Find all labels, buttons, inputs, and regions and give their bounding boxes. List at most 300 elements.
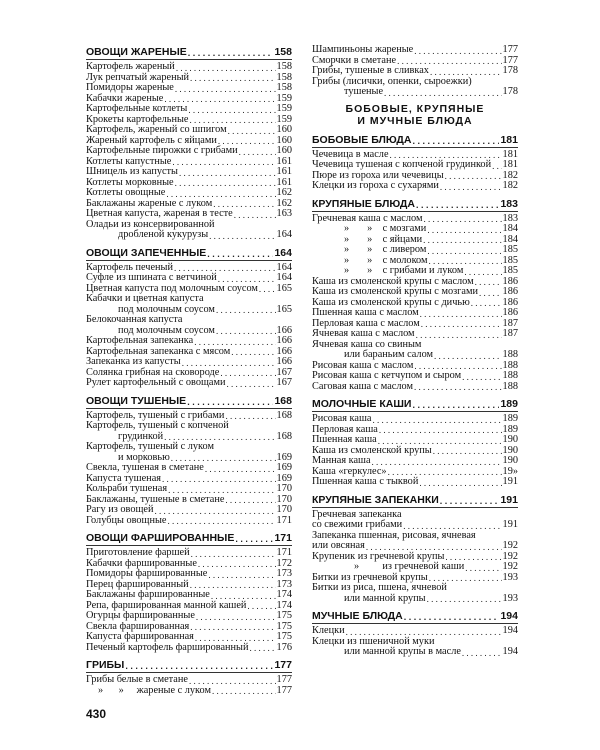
entry-page: 186 [502, 296, 518, 308]
entry-page: 173 [276, 578, 292, 590]
entry-title: Помидоры жареные [86, 82, 174, 93]
entry-title: и морковью [118, 451, 170, 463]
dot-leader [379, 425, 502, 435]
entry-page: 160 [276, 124, 292, 135]
entry-page: 193 [502, 592, 518, 604]
entry-title: Клецки из пшеничной муки [312, 635, 435, 647]
dot-leader [372, 415, 501, 425]
entry-page: 158 [274, 46, 292, 58]
entry-page: 186 [502, 286, 518, 297]
dot-leader [175, 84, 276, 94]
toc-entry-line1 [86, 315, 292, 326]
toc-entry[interactable] [86, 632, 292, 643]
dot-leader [167, 516, 275, 526]
entry-title: ОВОЩИ ФАРШИРОВАННЫЕ [86, 532, 235, 544]
dot-leader [194, 337, 275, 347]
entry-title: Перловая каша с маслом [312, 317, 420, 329]
entry-title: Лук репчатый жареный [86, 71, 190, 83]
entry-page: 158 [276, 82, 292, 93]
entry-title: грудинкой [118, 430, 164, 442]
toc-entry[interactable] [86, 167, 292, 178]
dot-leader [218, 274, 276, 284]
toc-entry[interactable] [86, 188, 292, 199]
entry-title: Пюре из гороха или чечевицы [312, 169, 444, 181]
entry-page: 160 [276, 145, 292, 156]
dot-leader [196, 612, 276, 622]
toc-entry[interactable] [312, 626, 518, 637]
dot-leader [162, 474, 276, 484]
dot-leader [187, 396, 273, 408]
dot-leader [191, 549, 276, 559]
dot-leader [247, 601, 275, 611]
entry-title: под молочным соусом [118, 303, 215, 315]
entry-page: 181 [500, 133, 518, 146]
entry-title: Шницель из капусты [86, 166, 178, 177]
dot-leader [228, 126, 276, 136]
entry-page: 175 [276, 610, 292, 621]
entry-title: Кольраби тушеная [86, 483, 168, 494]
entry-title: Манная каша [312, 455, 371, 466]
entry-title: Капуста фаршированная [86, 631, 194, 642]
entry-page: 173 [276, 568, 292, 579]
dot-leader [434, 351, 502, 361]
entry-title: Пшенная каша [312, 434, 377, 445]
entry-title: Клецки из гороха с сухарями [312, 180, 439, 191]
entry-title: МУЧНЫЕ БЛЮДА [312, 610, 403, 622]
entry-title: Саговая каша с маслом [312, 380, 413, 392]
entry-title: Битки из гречневой крупы [312, 571, 428, 583]
dot-leader [378, 436, 502, 446]
dot-leader [189, 676, 276, 686]
dot-leader [440, 182, 502, 192]
entry-title: дробленой кукурузы [118, 229, 209, 240]
dot-leader [413, 135, 500, 147]
toc-heading[interactable] [86, 658, 292, 673]
entry-page: 167 [276, 366, 292, 378]
entry-title: Сморчки в сметане [312, 54, 397, 66]
entry-title: Рисовая каша [312, 413, 372, 424]
entry-title: Цветная капуста, жареная в тесте [86, 208, 233, 219]
dot-leader [414, 46, 501, 56]
entry-page: 188 [502, 370, 518, 381]
dot-leader [179, 168, 276, 178]
toc-entry[interactable] [86, 104, 292, 115]
dot-leader [475, 277, 502, 287]
entry-page: 185 [502, 265, 518, 276]
toc-heading[interactable] [312, 397, 518, 412]
entry-page: 161 [276, 155, 292, 167]
entry-page: 169 [276, 451, 292, 463]
entry-title: Каша из смоленской крупы [312, 444, 432, 456]
entry-page: 168 [276, 430, 292, 442]
entry-title: под молочным соусом [118, 324, 215, 336]
entry-title: Приготовление фаршей [86, 547, 190, 558]
entry-title: Грибы, тушеные в сливках [312, 65, 429, 76]
entry-title: Капуста тушеная [86, 472, 161, 484]
entry-page: 170 [276, 493, 292, 505]
entry-title: Помидоры фаршированные [86, 568, 208, 579]
toc-heading[interactable] [312, 609, 518, 624]
entry-title: Картофель жареный [86, 61, 175, 72]
entry-page: 188 [502, 380, 518, 392]
entry-title: Котлеты овощные [86, 187, 166, 198]
entry-title: Перец фаршированный [86, 578, 189, 590]
entry-title: Цветная капуста под молочным соусом [86, 282, 258, 294]
toc-entry[interactable] [312, 647, 518, 658]
dot-leader [125, 660, 273, 672]
section-title [312, 103, 518, 127]
dot-leader [492, 161, 501, 171]
dot-leader [372, 457, 502, 467]
toc-entry[interactable] [86, 273, 292, 284]
entry-title: Картофель, тушеный с луком [86, 441, 214, 452]
entry-title: Кабачки и цветная капуста [86, 293, 204, 304]
entry-page: 159 [276, 103, 292, 114]
dot-leader [427, 225, 501, 235]
entry-page: 171 [276, 514, 292, 526]
entry-page: 191 [500, 493, 518, 506]
toc-heading[interactable] [86, 246, 292, 261]
entry-page: 177 [502, 44, 518, 55]
entry-title: БОБОВЫЕ БЛЮДА [312, 133, 412, 146]
toc-entry[interactable] [86, 516, 292, 527]
entry-title: или овсяная [312, 540, 365, 551]
dot-leader [412, 399, 499, 411]
entry-title: ГРИБЫ [86, 659, 125, 671]
dot-leader [346, 627, 502, 637]
entry-page: 188 [502, 349, 518, 360]
dot-leader [176, 63, 276, 73]
entry-title: Котлеты морковные [86, 176, 174, 188]
entry-title: Жареный картофель с яйцами [86, 134, 217, 146]
entry-title: или манной крупы в масле [344, 646, 461, 657]
entry-title: КРУПЯНЫЕ ЗАПЕКАНКИ [312, 493, 439, 506]
entry-page: 194 [502, 646, 518, 657]
entry-title: Суфле из шпината с ветчиной [86, 272, 217, 283]
entry-title: Рисовая каша с кетчупом и сыром [312, 370, 462, 381]
entry-title: Ячневая каша с маслом [312, 328, 415, 339]
toc-heading[interactable] [312, 493, 518, 508]
toc-entry[interactable] [312, 414, 518, 425]
entry-title: КРУПЯНЫЕ БЛЮДА [312, 197, 415, 210]
dot-leader [190, 73, 276, 83]
entry-title: Чечевица в масле [312, 148, 389, 160]
toc-entry[interactable] [312, 308, 518, 319]
entry-title: Картофельные котлеты [86, 103, 188, 114]
dot-leader [423, 214, 501, 224]
entry-title: Пшенная каша с маслом [312, 307, 419, 318]
entry-title: Картофельные пирожки с грибами [86, 145, 238, 156]
entry-page: 194 [500, 610, 518, 622]
entry-title: Перловая каша [312, 423, 378, 435]
dot-leader [190, 622, 275, 632]
entry-page: 171 [274, 532, 292, 544]
toc-heading[interactable] [86, 45, 292, 60]
toc-entry[interactable] [86, 484, 292, 495]
toc-entry[interactable] [312, 245, 518, 256]
entry-title: Гречневая каша с маслом [312, 212, 423, 224]
toc-entry[interactable] [312, 224, 518, 235]
entry-page: 186 [502, 307, 518, 318]
entry-page: 192 [502, 550, 518, 562]
entry-title: Картофель, тушеный с копченой [86, 420, 229, 431]
toc-heading[interactable] [312, 197, 518, 212]
dot-leader [366, 542, 502, 552]
entry-page: 174 [276, 599, 292, 611]
entry-title: или манной крупы [344, 592, 426, 604]
dot-leader [211, 591, 276, 601]
entry-page: 166 [276, 356, 292, 367]
dot-leader [231, 347, 275, 357]
dot-leader [234, 210, 276, 220]
entry-page: 191 [502, 476, 518, 487]
toc-entry-line1 [86, 421, 292, 432]
toc-entry[interactable] [86, 146, 292, 157]
entry-title: МОЛОЧНЫЕ КАШИ [312, 398, 412, 410]
dot-leader [235, 533, 273, 545]
entry-page: 182 [502, 169, 518, 181]
dot-leader [212, 686, 276, 696]
entry-title: Котлеты капустные [86, 155, 172, 167]
toc-entry[interactable] [86, 686, 292, 697]
toc-entry[interactable] [86, 590, 292, 601]
entry-title: Клецки [312, 625, 345, 636]
entry-title: Кабачки жареные [86, 92, 164, 104]
entry-title: Свекла, тушеная в сметане [86, 462, 204, 473]
entry-page: 166 [276, 335, 292, 346]
entry-title: » » с мозгами [344, 223, 427, 234]
entry-title: тушеные [344, 86, 384, 97]
section-title-line2: И МУЧНЫЕ БЛЮДА [357, 114, 473, 127]
page-number: 430 [86, 707, 107, 721]
toc-heading[interactable] [86, 531, 292, 546]
entry-title: ОВОЩИ ТУШЕНЫЕ [86, 394, 187, 407]
entry-title: со свежими грибами [312, 519, 403, 530]
dot-leader [465, 563, 501, 573]
entry-page: 158 [276, 61, 292, 72]
dot-leader [249, 643, 275, 653]
entry-page: 177 [276, 684, 292, 696]
entry-page: 166 [276, 345, 292, 357]
dot-leader [464, 267, 501, 277]
toc-entry[interactable] [312, 456, 518, 467]
toc-entry[interactable] [312, 562, 518, 573]
entry-title: Картофель печеный [86, 261, 173, 273]
toc-entry[interactable] [86, 62, 292, 73]
entry-page: 189 [500, 398, 518, 410]
entry-page: 162 [276, 197, 292, 209]
entry-page: 169 [276, 472, 292, 484]
toc-entry[interactable] [86, 83, 292, 94]
entry-page: 162 [276, 187, 292, 198]
dot-leader [404, 611, 500, 623]
dot-leader [220, 368, 275, 378]
toc-entry[interactable] [312, 160, 518, 171]
dot-leader [198, 559, 276, 569]
dot-leader [175, 178, 276, 188]
toc-entry[interactable] [86, 463, 292, 474]
dot-leader [384, 88, 502, 98]
dot-leader [427, 246, 501, 256]
dot-leader [419, 478, 501, 488]
toc-entry[interactable] [312, 371, 518, 382]
entry-page: 166 [276, 324, 292, 336]
dot-leader [209, 231, 275, 241]
toc-entry[interactable] [312, 266, 518, 277]
entry-title: Белокочанная капуста [86, 314, 183, 325]
dot-leader [416, 330, 502, 340]
entry-title: Картофель, жареный со шпигом [86, 124, 227, 135]
left-column [86, 45, 292, 696]
entry-title: Баклажаны жареные с луком [86, 197, 213, 209]
toc-entry[interactable] [312, 66, 518, 77]
entry-title: Каша из смоленской крупы с мозгами [312, 286, 478, 297]
toc-entry[interactable] [86, 230, 292, 241]
toc-entry[interactable] [312, 382, 518, 393]
dot-leader [216, 305, 276, 315]
dot-leader [479, 288, 502, 298]
entry-page: 194 [502, 625, 518, 636]
dot-leader [195, 633, 276, 643]
toc-entry[interactable] [86, 336, 292, 347]
entry-title: Картофельная запеканка с мясом [86, 345, 231, 357]
entry-page: 168 [276, 409, 292, 421]
entry-title: Картофельная запеканка [86, 335, 194, 346]
entry-page: 190 [502, 434, 518, 445]
entry-page: 187 [502, 317, 518, 329]
entry-title: Картофель, тушеный с грибами [86, 409, 225, 421]
entry-page: 19» [502, 465, 518, 477]
dot-leader [445, 171, 502, 181]
toc-entry-line1 [312, 77, 518, 88]
entry-page: 182 [502, 180, 518, 191]
toc-entry[interactable] [312, 477, 518, 488]
entry-title: или бараньим салом [344, 349, 434, 360]
entry-title: Грибы (лисички, опенки, сыроежки) [312, 75, 472, 87]
section-title-line1: БОБОВЫЕ, КРУПЯНЫЕ [345, 102, 485, 115]
entry-title: » » с яйцами [344, 233, 423, 245]
toc-entry-line1 [86, 442, 292, 453]
dot-leader [416, 199, 500, 211]
entry-page: 172 [276, 557, 292, 569]
entry-title: Каша из смоленской крупы с дичью [312, 296, 470, 308]
toc-heading[interactable] [86, 394, 292, 409]
entry-page: 164 [276, 272, 292, 283]
entry-page: 178 [502, 65, 518, 76]
dot-leader [227, 379, 276, 389]
entry-page: 192 [502, 540, 518, 551]
toc-entry[interactable] [86, 505, 292, 516]
toc-entry[interactable] [312, 350, 518, 361]
entry-title: Гречневая запеканка [312, 508, 402, 520]
dot-leader [155, 506, 276, 516]
toc-entry[interactable] [312, 520, 518, 531]
entry-page: 190 [502, 444, 518, 456]
toc-entry[interactable] [312, 541, 518, 552]
entry-page: 159 [276, 113, 292, 125]
entry-title: Рагу из овощей [86, 504, 154, 515]
entry-page: 160 [276, 134, 292, 146]
entry-title: Свекла фаршированная [86, 620, 190, 632]
toc-entry[interactable] [86, 548, 292, 559]
entry-page: 184 [502, 223, 518, 234]
toc-entry[interactable] [312, 287, 518, 298]
toc-entry[interactable] [86, 569, 292, 580]
entry-page: 170 [276, 504, 292, 515]
entry-title: Запеканка из капусты [86, 356, 181, 367]
dot-leader [188, 105, 275, 115]
toc-entry-line1 [312, 583, 518, 594]
toc-entry[interactable] [312, 329, 518, 340]
dot-leader [168, 485, 275, 495]
toc-entry[interactable] [86, 125, 292, 136]
entry-page: 184 [502, 233, 518, 245]
toc-entry[interactable] [86, 357, 292, 368]
entry-page: 193 [502, 571, 518, 583]
entry-title: Солянка грибная на сковороде [86, 366, 220, 378]
toc-entry[interactable] [312, 87, 518, 98]
toc-entry[interactable] [86, 643, 292, 654]
dot-leader [225, 411, 275, 421]
dot-leader [462, 648, 502, 658]
dot-leader [182, 358, 276, 368]
toc-entry[interactable] [312, 435, 518, 446]
toc-entry-line1 [86, 294, 292, 305]
dot-leader [420, 309, 502, 319]
entry-title: Огурцы фаршированные [86, 610, 195, 621]
entry-title: Битки из риса, пшена, ячневой [312, 582, 447, 593]
entry-title: Голубцы овощные [86, 514, 167, 526]
entry-page: 185 [502, 244, 518, 255]
toc-entry[interactable] [86, 209, 292, 220]
right-column [312, 45, 518, 658]
toc-entry[interactable] [86, 611, 292, 622]
entry-title: Оладьи из консервированной [86, 218, 215, 230]
entry-title: » из гречневой каши [354, 561, 465, 572]
entry-title: Кабачки фаршированные [86, 557, 197, 569]
entry-page: 164 [276, 261, 292, 273]
entry-page: 176 [276, 641, 292, 653]
toc-entry[interactable] [312, 594, 518, 605]
toc-entry[interactable] [312, 181, 518, 192]
entry-page: 188 [502, 359, 518, 371]
dot-leader [414, 382, 502, 392]
toc-entry[interactable] [312, 45, 518, 56]
entry-page: 192 [502, 561, 518, 572]
dot-leader [207, 248, 273, 260]
entry-page: 164 [276, 229, 292, 240]
entry-page: 175 [276, 631, 292, 642]
toc-heading[interactable] [312, 133, 518, 148]
dot-leader [205, 464, 276, 474]
entry-title: Рисовая каша с маслом [312, 359, 414, 371]
toc-entry[interactable] [86, 378, 292, 389]
entry-page: 170 [276, 483, 292, 494]
entry-page: 177 [502, 54, 518, 66]
entry-page: 175 [276, 620, 292, 632]
entry-page: 187 [502, 328, 518, 339]
entry-page: 169 [276, 462, 292, 473]
toc-entry[interactable] [86, 675, 292, 686]
entry-page: 165 [276, 303, 292, 315]
entry-page: 163 [276, 208, 292, 219]
entry-page: 183 [500, 197, 518, 210]
entry-page: 178 [502, 86, 518, 97]
entry-title: Пшенная каша с тыквой [312, 476, 419, 487]
dot-leader [421, 319, 502, 329]
entry-title: » » с ливером [344, 244, 427, 255]
dot-leader [172, 157, 275, 167]
